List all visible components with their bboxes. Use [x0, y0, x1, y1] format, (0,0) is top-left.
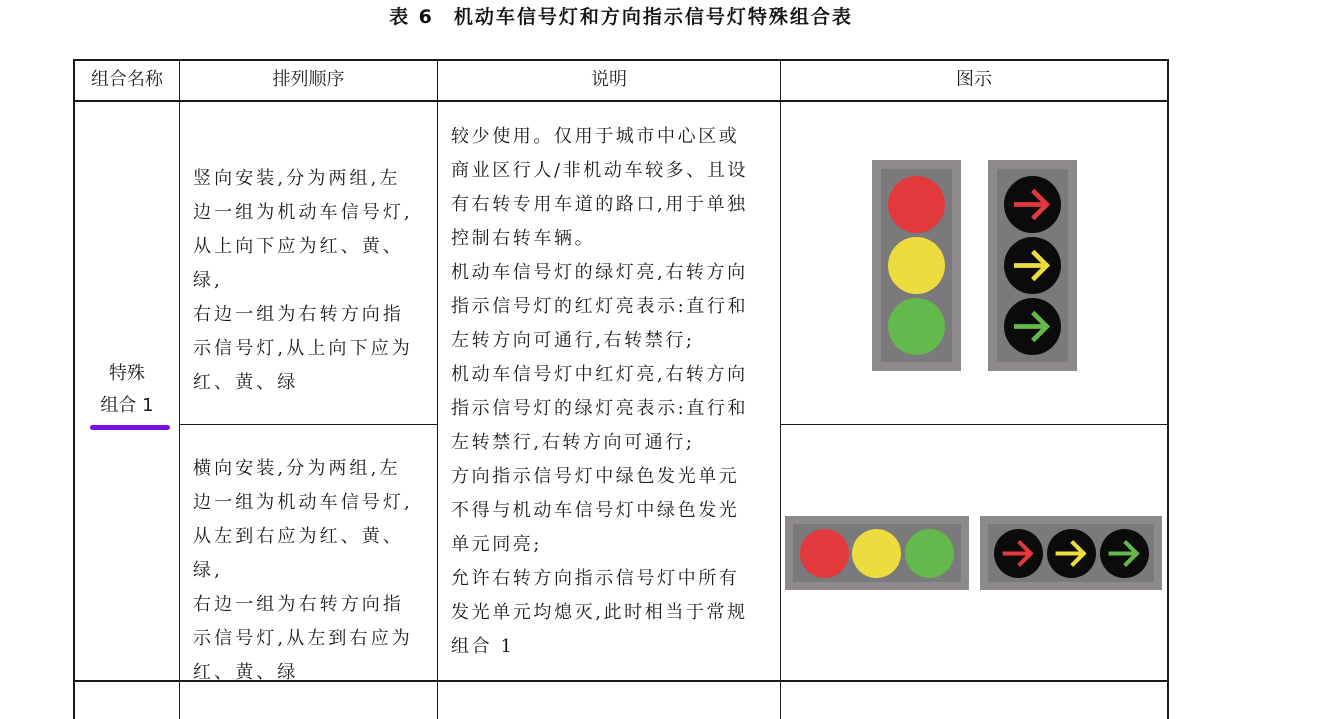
arrangement-line: 示信号灯,从上向下应为: [193, 338, 413, 359]
description-line: 左转禁行,右转方向可通行;: [451, 432, 695, 453]
arrangement-line: 横向安装,分为两组,左: [193, 458, 401, 479]
description-line: 允许右转方向指示信号灯中所有: [451, 568, 740, 589]
description-line: 指示信号灯的红灯亮表示:直行和: [451, 296, 749, 317]
yellow-right-arrow-icon: [1047, 529, 1096, 578]
description-line: 较少使用。仅用于城市中心区或: [451, 126, 740, 147]
table-number: 表 6: [389, 6, 434, 28]
arrangement-horizontal-cell: [193, 452, 433, 690]
right-turn-arrow-signal-vertical: [988, 160, 1077, 371]
vehicle-signal-vertical: [872, 160, 961, 371]
arrangement-line: 右边一组为右转方向指: [193, 594, 404, 615]
yellow-right-arrow-icon: [1004, 237, 1061, 294]
arrangement-line: 示信号灯,从左到右应为: [193, 628, 413, 649]
header-description: 说明: [591, 69, 627, 90]
description-line: 指示信号灯的绿灯亮表示:直行和: [451, 398, 749, 419]
vehicle-signal-horizontal: [785, 516, 969, 590]
table-title: 机动车信号灯和方向指示信号灯特殊组合表: [453, 6, 853, 28]
column-divider-1: [179, 59, 180, 719]
description-line: 有右转专用车道的路口,用于单独: [451, 194, 748, 215]
arrangement-line: 从左到右应为红、黄、绿,: [193, 526, 404, 581]
description-line: 方向指示信号灯中绿色发光单元: [451, 466, 740, 487]
red-lamp-icon: [888, 176, 945, 233]
table-caption: [0, 2, 1242, 29]
arrangement-line: 红、黄、绿: [193, 372, 299, 393]
yellow-lamp-icon: [852, 529, 901, 578]
description-cell: [451, 120, 781, 664]
green-lamp-icon: [888, 298, 945, 355]
green-right-arrow-icon: [1100, 529, 1149, 578]
arrangement-line: 从上向下应为红、黄、绿,: [193, 236, 404, 291]
arrangement-line: 边一组为机动车信号灯,: [193, 202, 413, 223]
description-line: 不得与机动车信号灯中绿色发光: [451, 500, 740, 521]
arrangement-line: 竖向安装,分为两组,左: [193, 168, 401, 189]
header-combination-name: 组合名称: [91, 69, 163, 90]
arrangement-line: 右边一组为右转方向指: [193, 304, 404, 325]
combination-name-line1: 特殊: [109, 363, 145, 384]
arrangement-line: 红、黄、绿: [193, 662, 299, 683]
header-illustration: 图示: [956, 69, 992, 90]
green-right-arrow-icon: [1004, 298, 1061, 355]
arrangement-line: 边一组为机动车信号灯,: [193, 492, 413, 513]
description-line: 商业区行人/非机动车较多、且设: [451, 160, 749, 181]
green-lamp-icon: [905, 529, 954, 578]
combination-name-cell: [75, 358, 179, 422]
subrow-divider-illustration: [780, 424, 1168, 425]
table-border-right: [1167, 59, 1169, 719]
right-turn-arrow-signal-horizontal: [980, 516, 1162, 590]
signal-combination-table: [73, 59, 1169, 719]
description-line: 组合 1: [451, 636, 515, 657]
red-right-arrow-icon: [994, 529, 1043, 578]
column-divider-2: [437, 59, 438, 719]
red-right-arrow-icon: [1004, 176, 1061, 233]
description-line: 机动车信号灯的绿灯亮,右转方向: [451, 262, 748, 283]
combination-name-line2: 组合 1: [100, 395, 154, 416]
subrow-divider-arrangement: [179, 424, 437, 425]
description-line: 发光单元均熄灭,此时相当于常规: [451, 602, 748, 623]
yellow-lamp-icon: [888, 237, 945, 294]
description-line: 单元同亮;: [451, 534, 543, 555]
description-line: 左转方向可通行,右转禁行;: [451, 330, 695, 351]
red-lamp-icon: [800, 529, 849, 578]
highlight-underline: [90, 425, 170, 430]
header-arrangement-order: 排列顺序: [272, 69, 345, 90]
description-line: 机动车信号灯中红灯亮,右转方向: [451, 364, 748, 385]
description-line: 控制右转车辆。: [451, 228, 596, 249]
arrangement-vertical-cell: [193, 162, 433, 400]
